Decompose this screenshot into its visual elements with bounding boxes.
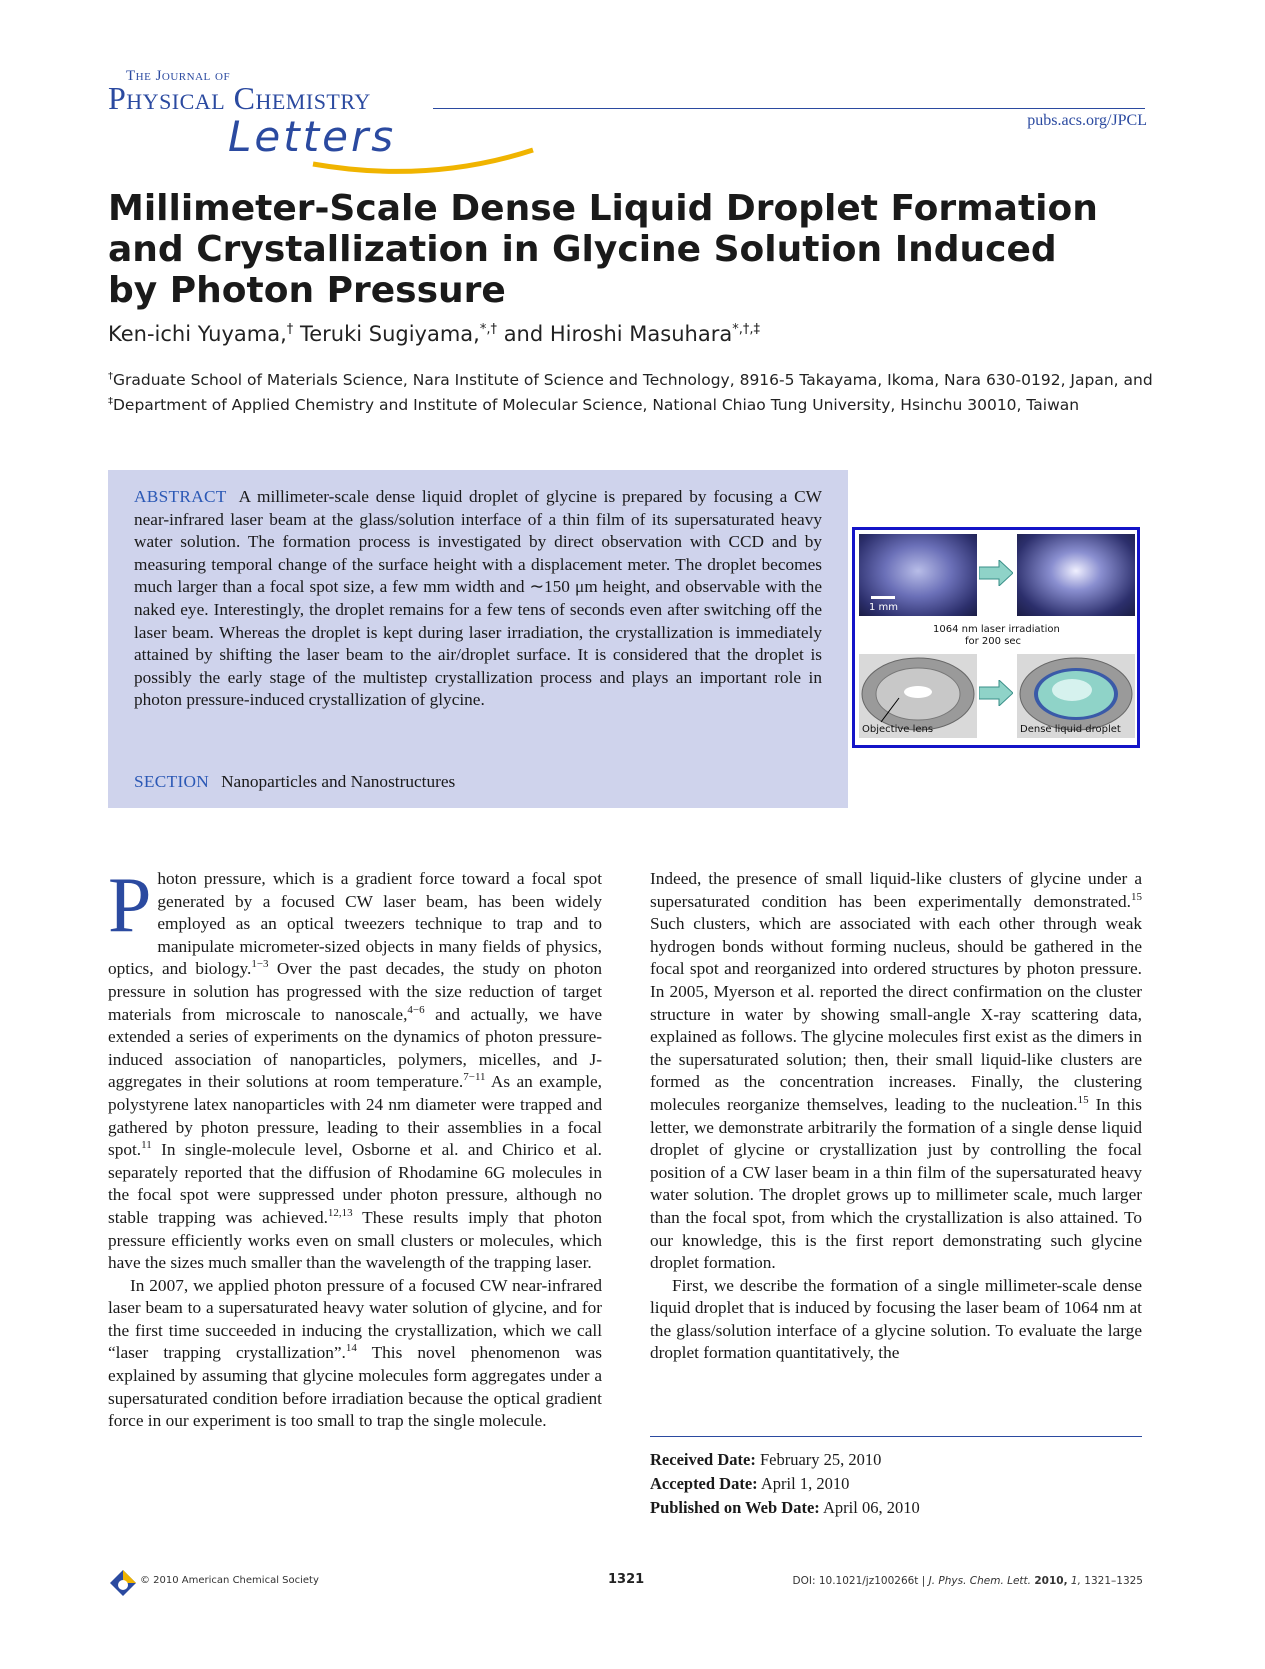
text-run: hoton pressure, which is a gradient force toward a focal spot generated by a focused CW laser beam, has been widely employed as an optical tweezers technique to trap and to manipulate micrometer-sized objects in many fields of physics, optics, and biology. — [108, 869, 602, 979]
text-run: Such clusters, which are associated with each other through weak hydrogen bonds without forming nucleus, should be gathered in the focal spot and reorganized into ordered structures by photon pressure. In 2005, Myerson et al. reported the direct confirmation on the cluster structure in water by showing small-angle X-ray scattering data, explained as follows. The glycine molecules first exist as the dimers in the supersaturated solution; then, their small liquid-like clusters are formed as the concentration increases. Finally, the clustering molecules reorganize themselves, leading to the nucleation. — [650, 914, 1142, 1114]
toc-label-left: Objective lens — [862, 724, 934, 735]
text-run: In single-molecule level, Osborne et al. and Chirico et al. separately reported that the diffusion of Rhodamine 6G molecules in the focal spot were suppressed under photon pressure, although no stable trapping was achieved. — [108, 1140, 602, 1227]
toc-label-right: Dense liquid droplet — [1020, 724, 1121, 735]
section-label: SECTION — [134, 772, 210, 791]
citation-ref[interactable]: 15 — [1077, 1094, 1089, 1107]
abstract-text — [134, 486, 822, 712]
journal-volume: 1, — [1070, 1575, 1081, 1587]
logo-line3: Letters — [228, 112, 397, 161]
dates-rule — [650, 1436, 1142, 1437]
journal-abbrev: J. Phys. Chem. Lett. — [928, 1575, 1032, 1587]
accepted-date — [650, 1472, 920, 1496]
author-name: Teruki Sugiyama, — [299, 322, 480, 346]
toc-caption-2: for 200 sec — [965, 636, 1022, 647]
received-value: February 25, 2010 — [759, 1450, 882, 1469]
received-date — [650, 1448, 920, 1472]
author-marks: † — [286, 322, 294, 337]
citation-line: DOI: 10.1021/jz100266t | J. Phys. Chem. Lett. 2010, 1, 1321–1325 — [792, 1575, 1143, 1587]
affil-text: Department of Applied Chemistry and Institute of Molecular Science, National Chiao Tung University, Hsinchu 30010, Taiwan — [113, 396, 1080, 415]
author-name: and Hiroshi Masuhara — [503, 322, 733, 346]
droplet-photo-before — [859, 534, 977, 616]
scale-label: 1 mm — [869, 602, 899, 613]
abstract-label: ABSTRACT — [134, 487, 227, 506]
accepted-label: Accepted Date: — [650, 1474, 758, 1493]
affil-mark: ‡ — [108, 396, 113, 408]
arrow-right-icon — [979, 680, 1013, 706]
section-line — [134, 772, 455, 792]
citation-ref[interactable]: 15 — [1131, 890, 1142, 903]
scale-bar — [871, 596, 895, 599]
logo-line1: The Journal of — [126, 68, 231, 84]
text-run: As an example, polystyrene latex nanoparticles with 24 nm diameter were trapped and gathered by photon pressure, leading to their assemblies in a focal spot. — [108, 1072, 602, 1160]
journal-logo — [108, 66, 438, 162]
schematic-droplet — [1017, 654, 1135, 738]
journal-pages: 1321–1325 — [1084, 1575, 1143, 1587]
schematic-lens — [859, 654, 977, 738]
text-run: This novel phenomenon was explained by assuming that glycine molecules form aggregates under a supersaturated condition before irradiation because the optical gradient force in our experiment is too small to trap the single molecule. — [108, 1343, 602, 1431]
journal-year: 2010, — [1034, 1575, 1068, 1587]
paragraph: First, we describe the formation of a single millimeter-scale dense liquid droplet that is induced by focusing the laser beam of 1064 nm at the glass/solution interface of a glycine solution. To evaluate the large droplet formation quantitatively, the — [650, 1275, 1142, 1363]
logo-line2: Physical Chemistry — [108, 80, 371, 116]
acs-logo-icon — [108, 1568, 138, 1598]
page-number: 1321 — [608, 1572, 645, 1587]
author-marks: *,†,‡ — [732, 322, 760, 337]
droplet-photo-after — [1017, 534, 1135, 616]
text-run: In this letter, we demonstrate arbitrarily the formation of a single dense liquid droplet of glycine or crystallization just by controlling the focal position of a CW laser beam in a thin film of the supersaturated heavy water solution. The droplet grows up to millimeter scale, much larger than the focal spot, from which the crystallization is also attained. To our knowledge, this is the first report demonstrating such glycine droplet formation. — [650, 1094, 1142, 1273]
header-rule — [433, 108, 1145, 109]
citation-ref[interactable]: 7−11 — [463, 1071, 486, 1084]
toc-graphic — [852, 527, 1140, 748]
text-run: Over the past decades, the study on photon pressure in solution has progressed with the size reduction of target materials from microscale to nanoscale, — [108, 959, 602, 1024]
published-value: April 06, 2010 — [823, 1498, 920, 1517]
affil-mark: † — [108, 371, 113, 382]
citation-ref[interactable]: 14 — [345, 1342, 357, 1355]
text-run: Indeed, the presence of small liquid-like clusters of glycine under a supersaturated condition has been experimentally demonstrated. — [650, 869, 1142, 911]
paragraph — [108, 1275, 602, 1433]
article-title: Millimeter-Scale Dense Liquid Droplet Formation and Crystallization in Glycine Solution Induced by Photon Pressure — [108, 188, 1098, 311]
drop-cap: P — [108, 861, 152, 948]
abstract-body: A millimeter-scale dense liquid droplet of glycine is prepared by focusing a CW near-infrared laser beam at the glass/solution interface of a thin film of its supersaturated heavy water solution. The formation process is investigated by direct observation with CCD and by measuring temporal change of the surface height with a displacement meter. The droplet becomes much larger than a focal spot size, a few mm width and ∼150 μm height, and observable with the naked eye. Interestingly, the droplet remains for a few tens of seconds even after switching off the laser beam. Whereas the droplet is kept during laser irradiation, the crystallization is immediately attained by shifting the laser beam to the air/droplet surface. It is considered that the droplet is possibly the early stage of the multistep crystallization process and plays an important role in photon pressure-induced crystallization of glycine. — [134, 487, 822, 710]
author-list — [108, 322, 760, 346]
author-marks: *,† — [479, 322, 497, 337]
journal-url[interactable]: pubs.acs.org/JPCL — [1027, 112, 1147, 129]
author-name: Ken-ichi Yuyama, — [108, 322, 287, 346]
citation-ref[interactable]: 11 — [141, 1139, 152, 1152]
article-dates — [650, 1448, 920, 1520]
text-run: and actually, we have extended a series of experiments on the dynamics of photon pressure-induced association of nanoparticles, polymers, micelles, and J-aggregates in their solutions at room temperature. — [108, 1004, 602, 1092]
paragraph — [650, 868, 1142, 1275]
body-column-left — [108, 861, 602, 1433]
published-label: Published on Web Date: — [650, 1498, 820, 1517]
affiliations — [108, 366, 1158, 416]
published-date — [650, 1496, 920, 1520]
citation-ref[interactable]: 12,13 — [327, 1207, 353, 1220]
paragraph — [108, 861, 602, 1275]
citation-ref[interactable]: 1−3 — [251, 958, 269, 971]
text-run: In 2007, we applied photon pressure of a focused CW near-infrared laser beam to a supersaturated heavy water solution of glycine, and for the first time succeeded in inducing the crystallization, which we call “laser trapping crystallization”. — [108, 1275, 602, 1363]
citation-ref[interactable]: 4−6 — [407, 1003, 425, 1016]
affil-text: Graduate School of Materials Science, Nara Institute of Science and Technology, 8916-5 Takayama, Ikoma, Nara 630-0192, Japan, and — [113, 371, 1153, 390]
copyright: © 2010 American Chemical Society — [140, 1575, 319, 1586]
section-value[interactable]: Nanoparticles and Nanostructures — [221, 772, 456, 791]
arrow-right-icon — [979, 560, 1013, 586]
toc-caption-1: 1064 nm laser irradiation — [933, 624, 1060, 635]
accepted-value: April 1, 2010 — [760, 1474, 850, 1493]
received-label: Received Date: — [650, 1450, 756, 1469]
doi[interactable]: DOI: 10.1021/jz100266t — [792, 1575, 919, 1587]
text-run: These results imply that photon pressure efficiently works even on small clusters or molecules, which have the sizes much smaller than the wavelength of the trapping laser. — [108, 1207, 602, 1273]
body-column-right — [650, 868, 1142, 1365]
